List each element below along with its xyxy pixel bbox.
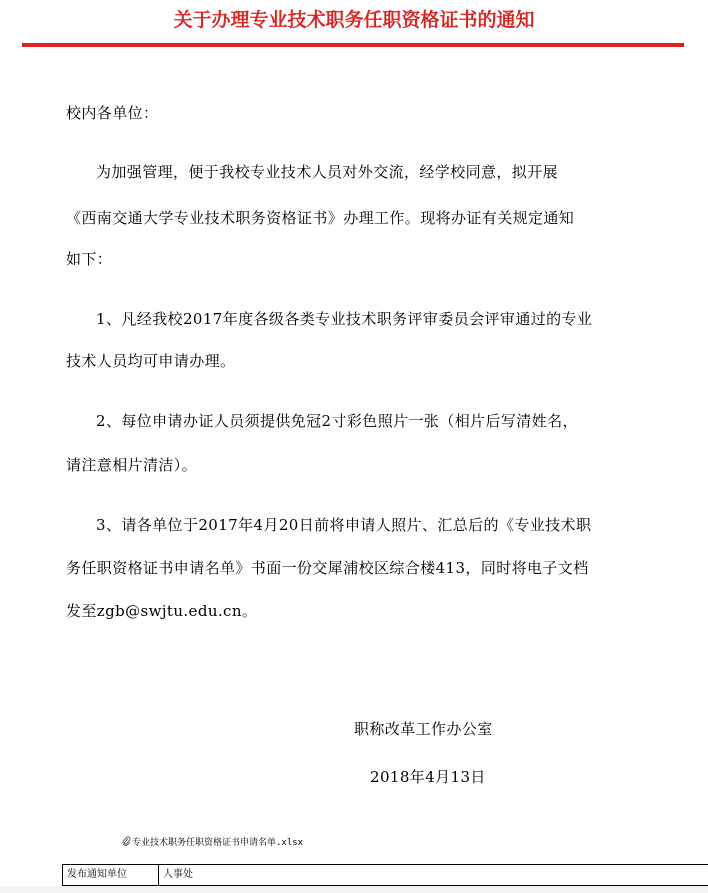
paragraph-line: 为加强管理，便于我校专业技术人员对外交流，经学校同意，拟开展 bbox=[96, 163, 559, 181]
paperclip-icon bbox=[122, 836, 131, 846]
paragraph-line-email: 发至zgb@swjtu.edu.cn。 bbox=[66, 602, 258, 620]
publisher-value: 人事处 bbox=[163, 869, 193, 880]
attachment-filename[interactable]: 专业技术职务任职资格证书申请名单.xlsx bbox=[132, 838, 304, 848]
paragraph-line: 《西南交通大学专业技术职务资格证书》办理工作。现将办证有关规定通知 bbox=[66, 209, 575, 227]
paragraph-line: 如下： bbox=[66, 250, 113, 268]
paragraph-line: 1、凡经我校2017年度各级各类专业技术职务评审委员会评审通过的专业 bbox=[96, 310, 593, 328]
paragraph-line: 2、每位申请办证人员须提供免冠2寸彩色照片一张（相片后写清姓名， bbox=[96, 412, 578, 430]
title-divider bbox=[22, 43, 684, 47]
publisher-info-table bbox=[62, 864, 708, 886]
paragraph-line: 请注意相片清洁）。 bbox=[66, 456, 198, 474]
page-bottom-strip bbox=[0, 886, 708, 893]
page-title: 关于办理专业技术职务任职资格证书的通知 bbox=[173, 9, 535, 31]
attachment-link[interactable] bbox=[122, 836, 303, 850]
signature-date: 2018年4月13日 bbox=[370, 768, 486, 786]
publisher-label: 发布通知单位 bbox=[63, 865, 159, 885]
salutation: 校内各单位： bbox=[66, 104, 159, 122]
paragraph-line: 3、请各单位于2017年4月20日前将申请人照片、汇总后的《专业技术职 bbox=[96, 516, 592, 534]
paragraph-line: 技术人员均可申请办理。 bbox=[66, 352, 236, 370]
paragraph-line: 务任职资格证书申请名单》书面一份交犀浦校区综合楼413，同时将电子文档 bbox=[66, 559, 589, 577]
signature-office: 职称改革工作办公室 bbox=[354, 720, 493, 738]
